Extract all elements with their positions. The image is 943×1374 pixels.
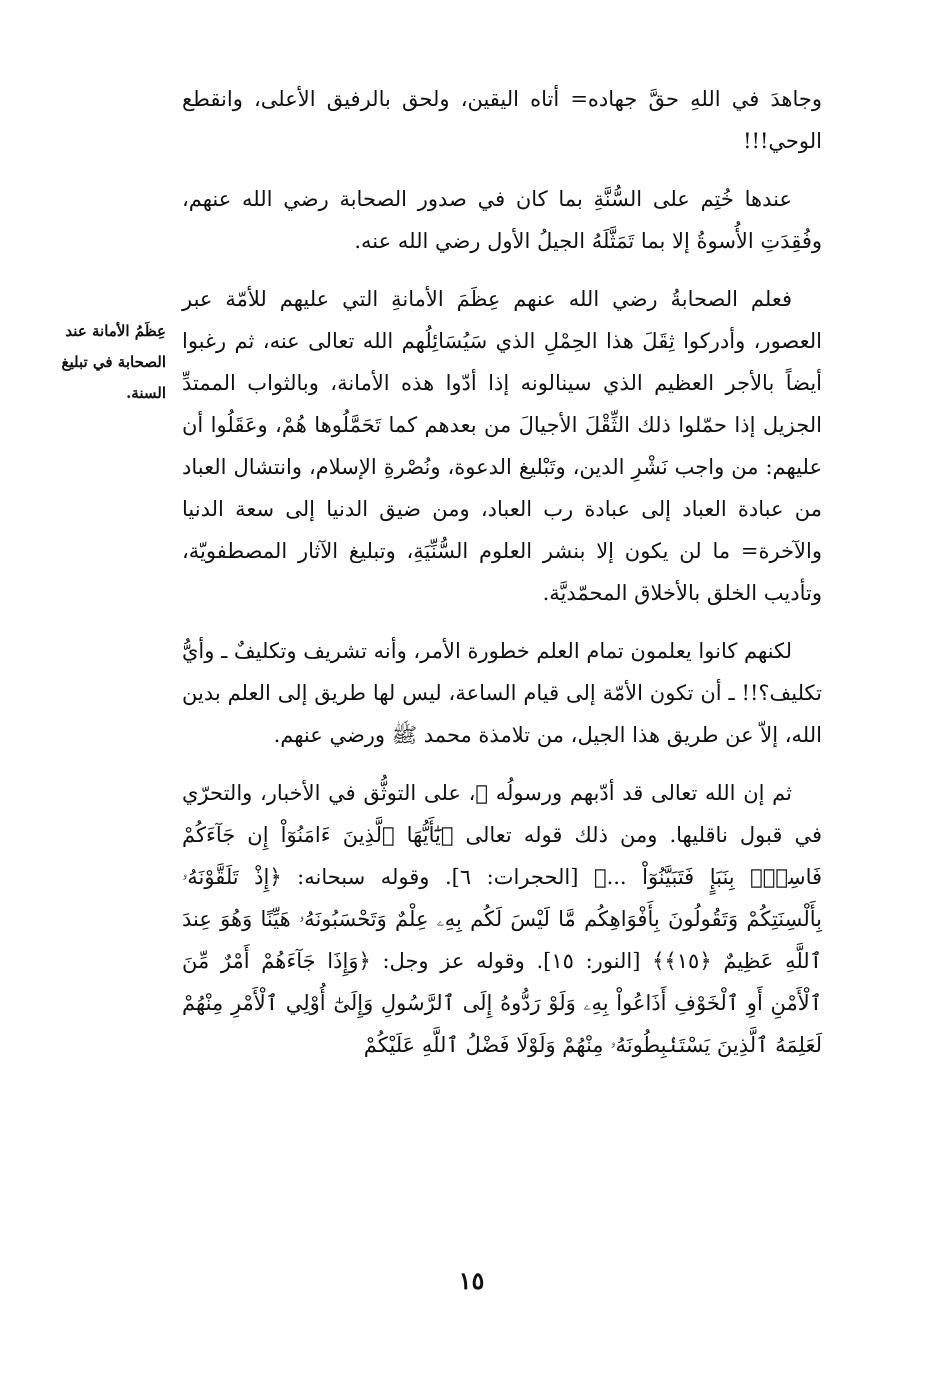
paragraph-3: فعلم الصحابةُ رضي الله عنهم عِظَمَ الأمانةِ التي عليهم للأمّة عبر العصور، وأدركوا ثِقَلَ هذا الحِمْلِ الذي سَيُسَائِلُهم الله تعالى عنه، ثم رغبوا أيضاً بالأجر العظيم الذي سينالونه إذا أدّوا هذه الأمانة، وبالثواب الممتدِّ الجزيل إذا حمّلوا ذلك الثِّقْلَ الأجيالَ من بعدهم كما تَحَمَّلُوها هُمْ، وعَقَلُوا أن عليهم: من واجب نَشْرِ الدين، وتَبْليغ الدعوة، ونُصْرةِ الإسلام، وانتشال العباد من عبادة العباد إلى عبادة رب العباد، ومن ضيق الدنيا إلى سعة الدنيا والآخرة= ما لن يكون إلا بنشر العلوم السُّنِّيَةِ، وتبليغ الآثار المصطفويّة، وتأديب الخلق بالأخلاق المحمّديَّة. — [182, 287, 822, 605]
paragraph-2: عندها خُتِم على السُّنَّةِ بما كان في صدور الصحابة رضي الله عنهم، وفُقِدَتِ الأُسوةُ إلا بما تَمَثَّلَهُ الجيلُ الأول رضي الله عنه. — [182, 187, 822, 253]
margin-note: عِظَمُ الأمانة عند الصحابة في تبليغ السنة. — [61, 322, 166, 402]
paragraph-1: وجاهدَ في اللهِ حقَّ جهاده= أتاه اليقين، ولحق بالرفيق الأعلى، وانقطع الوحي!!! — [182, 87, 822, 153]
paragraph-4: لكنهم كانوا يعلمون تمام العلم خطورة الأمر، وأنه تشريف وتكليفٌ ـ وأيُّ تكليف؟!! ـ أن تكون الأمّة إلى قيام الساعة، ليس لها طريق إلى العلم بدين الله، إلاّ عن طريق هذا الجيل، من تلامذة محمد ﷺ ورضي عنهم. — [182, 639, 822, 747]
paragraph-5: ثم إن الله تعالى قد أدّبهم ورسولُه ﷺ، على التوثُّق في الأخبار، والتحرّي في قبول ناقليها. ومن ذلك قوله تعالى ﴿يَٰٓأَيُّهَا ٱلَّذِينَ ءَامَنُوٓاْ إِن جَآءَكُمْ فَاسِقٌۢ بِنَبَإٍ فَتَبَيَّنُوٓاْ ...﴾ [الحجرات: ٦]. وقوله سبحانه: ﴿إِذْ تَلَقَّوْنَهُۥ بِأَلْسِنَتِكُمْ وَتَقُولُونَ بِأَفْوَاهِكُم مَّا لَيْسَ لَكُم بِهِۦ عِلْمٌ وَتَحْسَبُونَهُۥ هَيِّنًا وَهُوَ عِندَ ٱللَّهِ عَظِيمٌ ﴿١٥﴾﴾ [النور: ١٥]. وقوله عز وجل: ﴿وَإِذَا جَآءَهُمْ أَمْرٌ مِّنَ ٱلْأَمْنِ أَوِ ٱلْخَوْفِ أَذَاعُواْ بِهِۦ وَلَوْ رَدُّوهُ إِلَى ٱلرَّسُولِ وَإِلَىٰٓ أُوْلِي ٱلْأَمْرِ مِنْهُمْ لَعَلِمَهُ ٱلَّذِينَ يَسْتَنۢبِطُونَهُۥ مِنْهُمْ وَلَوْلَا فَضْلُ ٱللَّهِ عَلَيْكُمْ — [182, 781, 823, 1057]
main-text-column — [182, 78, 822, 1082]
page-number: ١٥ — [458, 1266, 485, 1295]
